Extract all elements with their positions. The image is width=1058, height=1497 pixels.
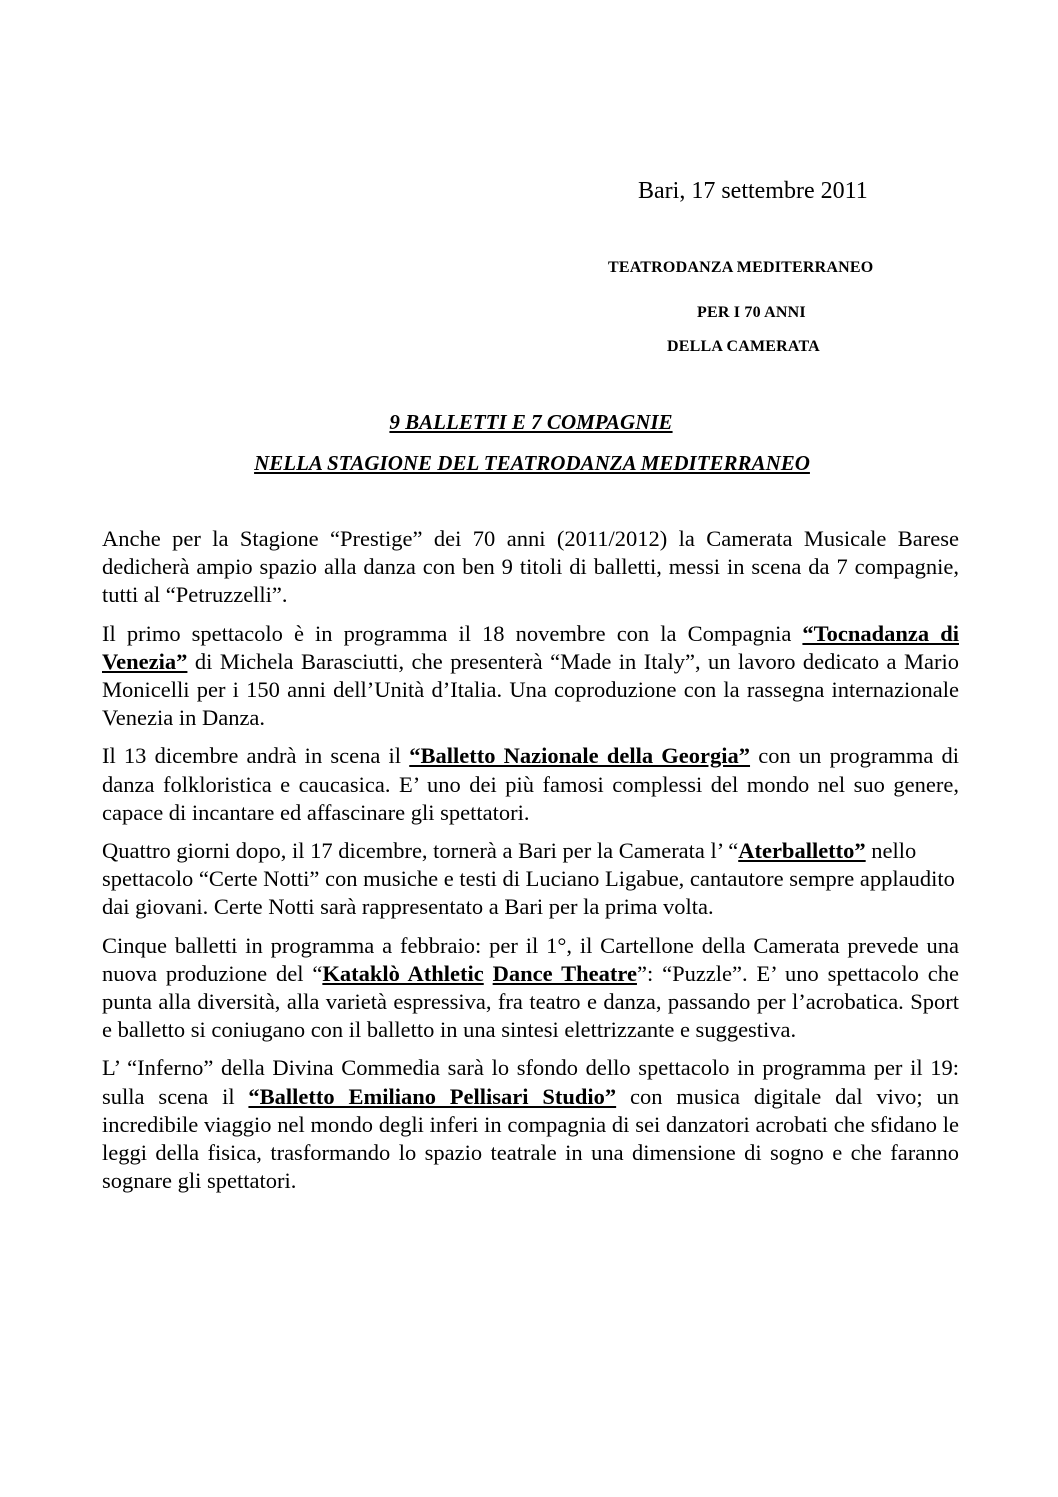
paragraph-text: Il primo spettacolo è in programma il 18 novembre con la Compagnia <box>102 620 803 646</box>
paragraph-georgia <box>102 742 959 827</box>
paragraph-tocnadanza <box>102 620 959 733</box>
paragraph-text: Anche per la Stagione “Prestige” dei 70 anni (2011/2012) la Camerata Musicale Barese dedicherà ampio spazio alla danza con ben 9 titoli di balletti, messi in scena da 7 compagnie, tutti al “Petruzzelli”. <box>102 526 959 608</box>
paragraph-text: con un programma di danza folkloristica e caucasica. E’ uno dei più famosi complessi del mondo nel suo genere, capace di incantare ed affascinare gli spettatori. <box>102 743 960 825</box>
paragraph-aterballetto <box>102 837 959 922</box>
paragraph-text: nello spettacolo “Certe Notti” con musiche e testi di Luciano Ligabue, cantautore sempre applaudito dai giovani. Certe Notti sarà rappresentato a Bari per la prima volta. <box>102 838 955 920</box>
header-line-camerata: DELLA CAMERATA <box>667 338 820 355</box>
document-title-line-2: NELLA STAGIONE DEL TEATRODANZA MEDITERRANEO <box>254 451 810 475</box>
paragraph-katakle <box>102 932 959 1045</box>
paragraph-text: Cinque balletti in programma a febbraio: per il 1°, il Cartellone della Camerata prevede una nuova produzione del “ <box>102 932 959 986</box>
company-name-georgia: “Balletto Nazionale della Georgia” <box>409 743 751 769</box>
company-name-aterballetto: Aterballetto” <box>738 838 866 864</box>
document-title-line-1: 9 BALLETTI E 7 COMPAGNIE <box>389 410 673 434</box>
company-name-katakle-2: Dance Theatre <box>492 960 637 986</box>
document-body <box>102 525 959 1205</box>
paragraph-text: di Michela Barasciutti, che presenterà “Made in Italy”, un lavoro dedicato a Mario Monicelli per i 150 anni dell’Unità d’Italia. Una coproduzione con la rassegna internazionale Venezia in Danza. <box>102 648 959 731</box>
header-line-anniversary: PER I 70 ANNI <box>697 304 806 321</box>
company-name-pellisari: “Balletto Emiliano Pellisari Studio” <box>248 1083 617 1109</box>
paragraph-text: Quattro giorni dopo, il 17 dicembre, tornerà a Bari per la Camerata l’ “ <box>102 838 739 864</box>
paragraph-text: ”: “Puzzle”. E’ uno spettacolo che punta alla diversità, alla varietà espressiva, fra teatro e danza, passando per l’acrobatica. Sport e balletto si coniugano con il balletto in una sintesi elettrizzante e suggestiva. <box>102 960 959 1043</box>
document-date: Bari, 17 settembre 2011 <box>638 178 868 204</box>
paragraph-text: con musica digitale dal vivo; un incredibile viaggio nel mondo degli inferi in compagnia di sei danzatori acrobati che sfidano le leggi della fisica, trasformando lo spazio teatrale in una dimensione di sogno e che faranno sognare gli spettatori. <box>102 1083 959 1194</box>
header-line-organization: TEATRODANZA MEDITERRANEO <box>608 259 874 276</box>
company-name-tocnadanza: “Tocnadanza di Venezia” <box>102 620 959 674</box>
paragraph-text <box>484 961 493 986</box>
paragraph-text: L’ “Inferno” della Divina Commedia sarà lo sfondo dello spettacolo in programma per il 19: sulla scena il <box>102 1055 959 1109</box>
company-name-katakle-1: Kataklò Athletic <box>322 960 484 986</box>
paragraph-pellisari <box>102 1054 959 1195</box>
paragraph-intro <box>102 525 959 610</box>
paragraph-text: Il 13 dicembre andrà in scena il <box>102 743 410 769</box>
